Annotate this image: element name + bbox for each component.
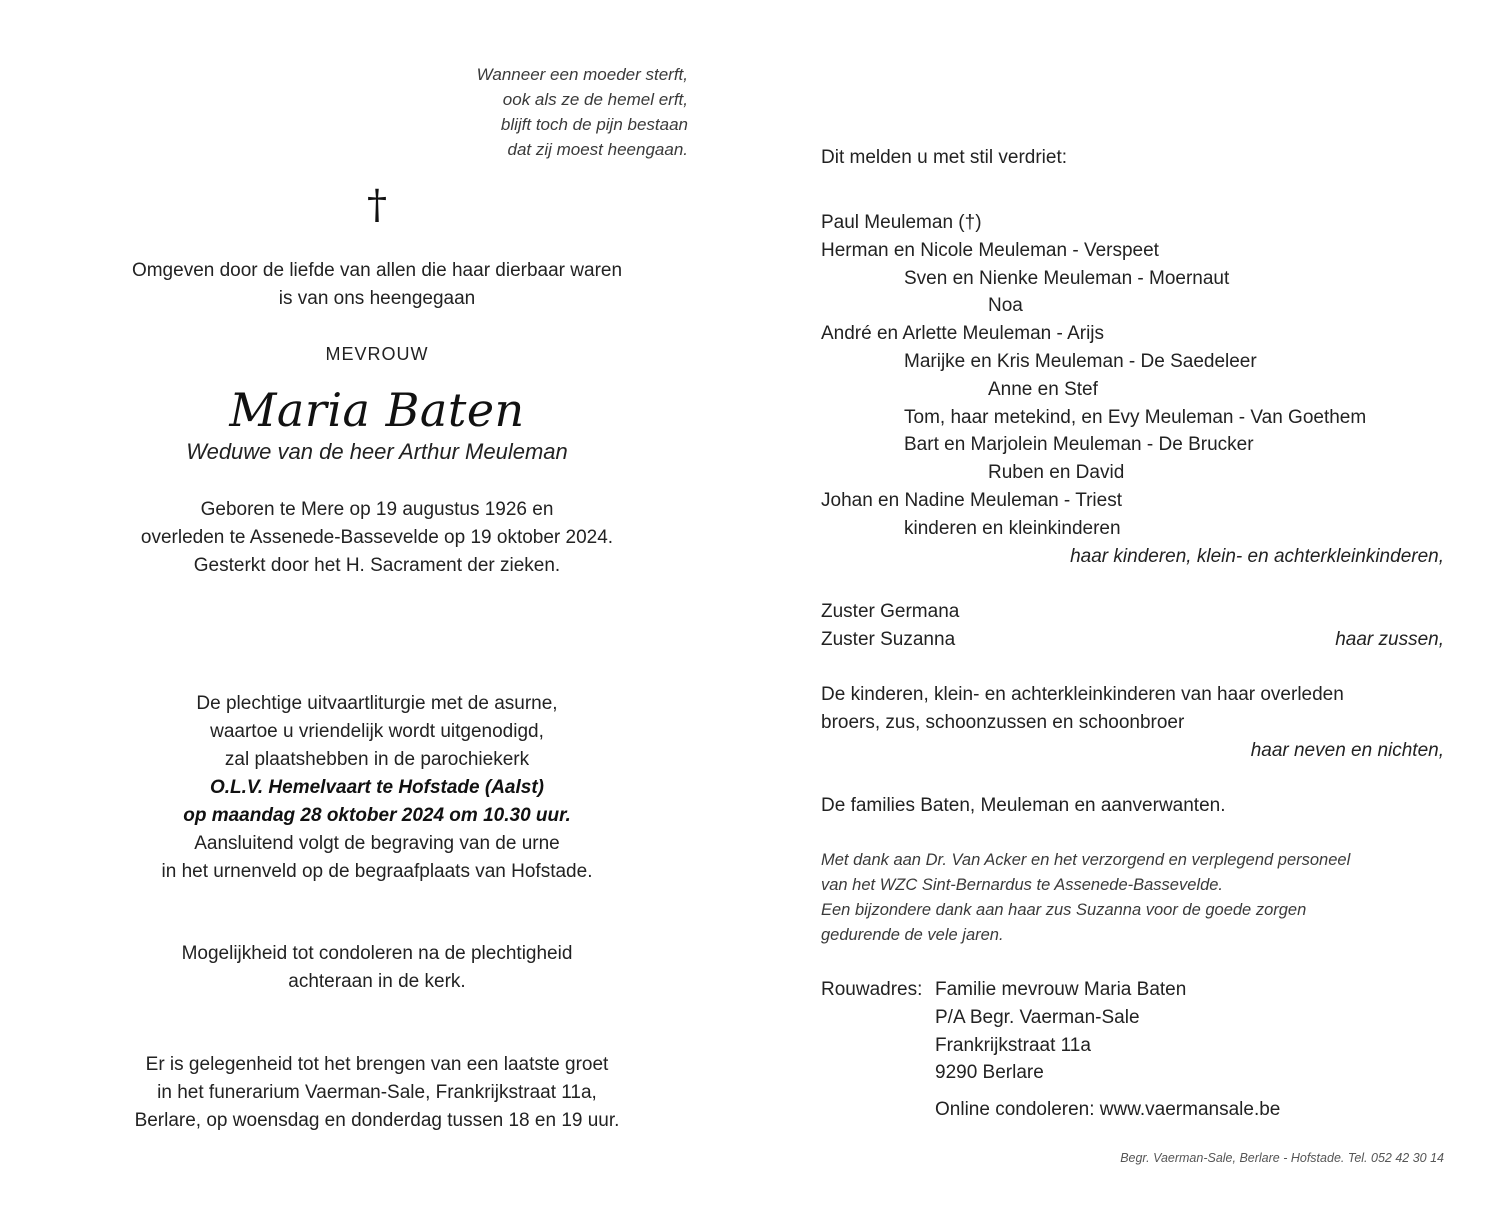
nieces-line: broers, zus, schoonzussen en schoonbroer: [821, 711, 1185, 733]
intro-line: is van ons heengegaan: [278, 288, 476, 309]
family-member: André en Arlette Meuleman - Arijs: [821, 323, 1105, 345]
deceased-name: Maria Baten: [229, 383, 525, 437]
sister-name-text: Zuster Suzanna: [821, 628, 956, 650]
family-member: kinderen en kleinkinderen: [904, 517, 1121, 539]
last-greeting-info: [70, 1051, 684, 1135]
family-member: Johan en Nadine Meuleman - Triest: [821, 489, 1122, 511]
sisters-tag: haar zussen,: [1335, 628, 1444, 650]
right-intro: Dit melden u met stil verdriet:: [821, 147, 1068, 168]
thanks-line: gedurende de vele jaren.: [821, 926, 1004, 944]
birth-death-info: [70, 496, 684, 580]
birth-line: Geboren te Mere op 19 augustus 1926 en: [200, 499, 554, 520]
funeral-line: in het urnenveld op de begraafplaats van Hofstade.: [161, 861, 593, 882]
families-line: De families Baten, Meuleman en aanverwanten.: [821, 795, 1226, 816]
condole-line: achteraan in de kerk.: [288, 971, 466, 992]
intro-line: Omgeven door de liefde van allen die haar dierbaar waren: [131, 260, 623, 281]
poem: [477, 62, 688, 162]
church-name: O.L.V. Hemelvaart te Hofstade (Aalst): [209, 777, 544, 798]
family-list: [821, 209, 1444, 570]
condole-line: Mogelijkheid tot condoleren na de plechtigheid: [181, 943, 573, 964]
family-member: Sven en Nienke Meuleman - Moernaut: [904, 267, 1230, 289]
funeral-line: Aansluitend volgt de begraving van de urne: [194, 833, 560, 854]
nieces-tag: haar neven en nichten,: [1250, 739, 1444, 761]
address-line: [821, 976, 1444, 1004]
family-member: Herman en Nicole Meuleman - Verspeet: [821, 239, 1159, 261]
thanks-line: Met dank aan Dr. Van Acker en het verzorgend en verplegend personeel: [821, 851, 1351, 869]
family-member: Noa: [988, 295, 1023, 317]
greet-line: Berlare, op woensdag en donderdag tussen 18 en 19 uur.: [134, 1110, 620, 1131]
address-line: 9290 Berlare: [935, 1062, 1044, 1084]
sacrament-line: Gesterkt door het H. Sacrament der zieken.: [193, 555, 561, 576]
thanks-line: Een bijzondere dank aan haar zus Suzanna voor de goede zorgen: [821, 901, 1307, 919]
funeral-line: zal plaatshebben in de parochiekerk: [224, 749, 530, 770]
address-name: Familie mevrouw Maria Baten: [935, 979, 1187, 1000]
death-line: overleden te Assenede-Bassevelde op 19 oktober 2024.: [140, 527, 614, 548]
family-member: Tom, haar metekind, en Evy Meuleman - Van Goethem: [904, 406, 1367, 428]
nieces-line: De kinderen, klein- en achterkleinkinderen van haar overleden: [821, 684, 1344, 705]
funeral-info: [70, 690, 684, 886]
online-condolence: Online condoleren: www.vaermansale.be: [935, 1099, 1281, 1120]
nieces-nephews: [821, 681, 1444, 764]
funeral-line: waartoe u vriendelijk wordt uitgenodigd,: [210, 721, 544, 742]
title-mevrouw: MEVROUW: [325, 344, 429, 364]
mourning-address: [821, 976, 1444, 1087]
address-label: Rouwadres:: [821, 979, 923, 1000]
family-member: Ruben en David: [988, 462, 1125, 484]
sister-name: [821, 626, 1444, 654]
family-member: Anne en Stef: [988, 378, 1098, 400]
funeral-datetime: op maandag 28 oktober 2024 om 10.30 uur.: [183, 805, 571, 826]
poem-line: dat zij moest heengaan.: [507, 140, 688, 159]
cross-icon: †: [367, 182, 387, 228]
poem-line: blijft toch de pijn bestaan: [500, 115, 688, 134]
address-line: Frankrijkstraat 11a: [935, 1034, 1091, 1056]
poem-line: ook als ze de hemel erft,: [502, 90, 688, 109]
greet-line: Er is gelegenheid tot het brengen van een laatste groet: [145, 1054, 609, 1075]
family-tag: haar kinderen, klein- en achterkleinkinderen,: [1070, 545, 1444, 567]
sister-name: Zuster Germana: [821, 601, 960, 622]
intro-text: [70, 257, 684, 313]
thanks-line: van het WZC Sint-Bernardus te Assenede-Bassevelde.: [821, 876, 1224, 894]
condolence-info: [70, 940, 684, 996]
widow-line: Weduwe van de heer Arthur Meuleman: [186, 439, 568, 464]
address-line: P/A Begr. Vaerman-Sale: [935, 1006, 1140, 1028]
greet-line: in het funerarium Vaerman-Sale, Frankrijkstraat 11a,: [157, 1082, 597, 1103]
funeral-line: De plechtige uitvaartliturgie met de asurne,: [196, 693, 558, 714]
footer-undertaker: Begr. Vaerman-Sale, Berlare - Hofstade. Tel. 052 42 30 14: [1120, 1151, 1444, 1165]
sisters-list: [821, 598, 1444, 654]
family-member: Paul Meuleman (†): [821, 212, 982, 233]
family-member: Bart en Marjolein Meuleman - De Brucker: [904, 434, 1254, 456]
family-member: Marijke en Kris Meuleman - De Saedeleer: [904, 350, 1257, 372]
poem-line: Wanneer een moeder sterft,: [476, 65, 688, 84]
thanks-note: [821, 848, 1444, 948]
